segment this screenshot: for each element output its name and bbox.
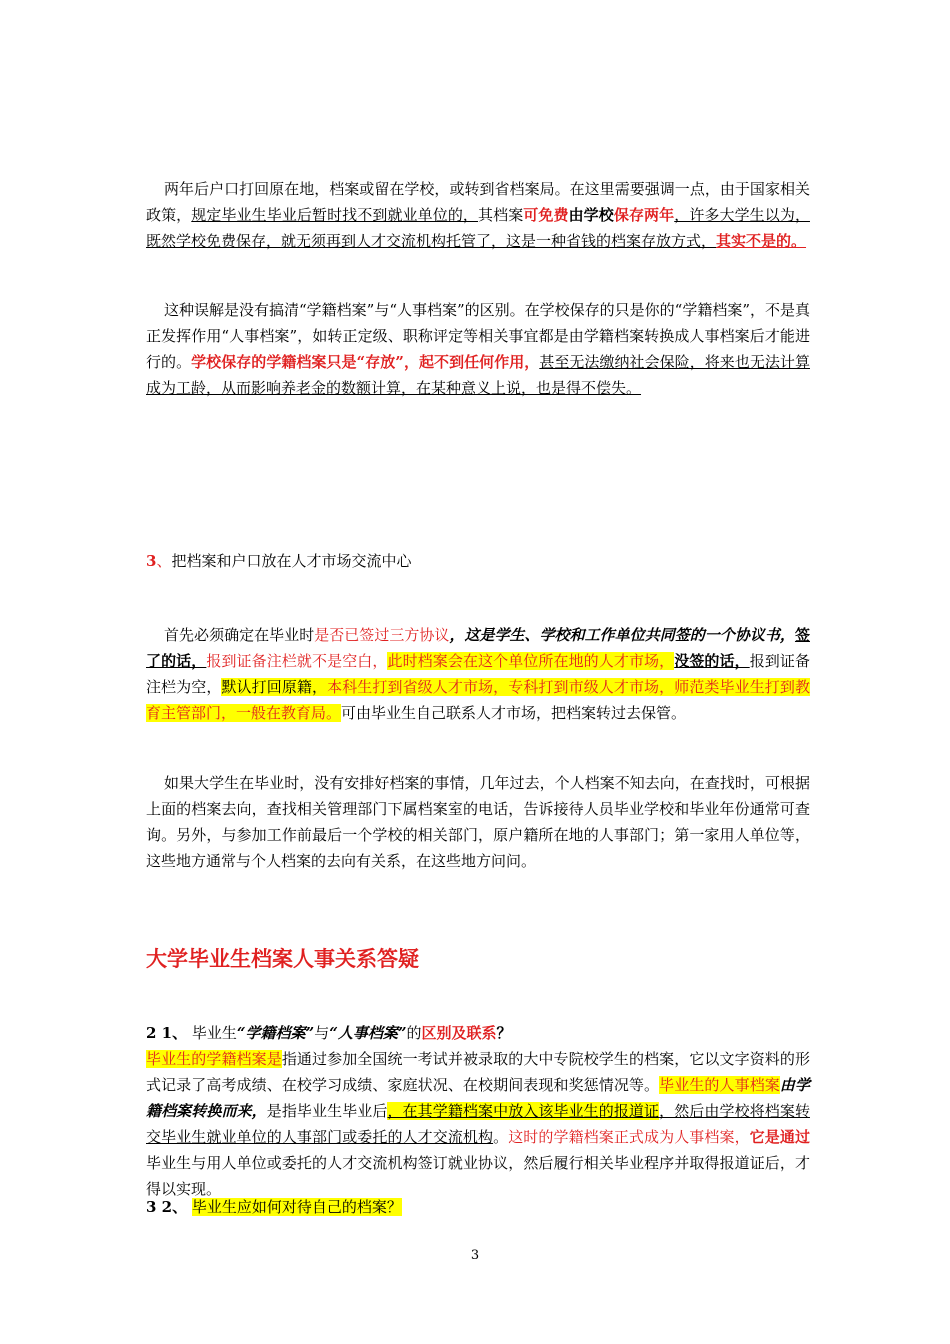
red-highlighted-run: 毕业生的人事档案 xyxy=(659,1076,780,1094)
red-bold-run: 学校保存的学籍档案只是“存放”，起不到任何作用， xyxy=(191,353,540,371)
question-number: 3 2 xyxy=(146,1198,173,1216)
text-run: ？ xyxy=(496,1024,512,1042)
page-number: 3 xyxy=(470,1248,480,1263)
question-1 xyxy=(146,1020,810,1046)
red-run: 这时的学籍档案正式成为人事档案， xyxy=(508,1128,750,1146)
highlighted-run: 默认打回原籍， xyxy=(221,678,328,696)
underlined-run: ，许多大学生以为，既然学校免费保存，就无须再到人才交流机构托管了，这是一种省钱的档案存放方式， xyxy=(146,206,810,250)
question-separator: 、 xyxy=(172,1198,188,1216)
text-run: 两年后户口打回原在地，档案或留在学校，或转到省档案局。在这里需要强调一点，由于国家相关政策， xyxy=(146,180,810,224)
red-highlighted-run: 毕业生的学籍档案是 xyxy=(146,1050,282,1068)
red-bold-run: 保存两年 xyxy=(613,206,675,224)
bold-underlined-run: 没签的话， xyxy=(674,652,750,670)
red-bold-run: 区别及联系 xyxy=(421,1024,497,1042)
text-run: 其档案 xyxy=(478,206,524,224)
question-separator: 、 xyxy=(172,1024,188,1042)
section-title: 把档案和户口放在人才市场交流中心 xyxy=(171,552,412,570)
text-run: 是指毕业生毕业后 xyxy=(266,1102,388,1120)
underlined-run: 规定毕业生毕业后暂时找不到就业单位的， xyxy=(191,206,479,224)
red-bold-run: 可免费 xyxy=(523,206,569,224)
section-3-title xyxy=(146,548,810,574)
bold-italic-run: “人事档案” xyxy=(329,1024,407,1042)
text-run: 毕业生 xyxy=(191,1024,237,1042)
red-run: 报到证备注栏就不是空白， xyxy=(206,652,388,670)
red-bold-underlined-run: 其实不是的。 xyxy=(716,232,807,250)
section-number: 3 xyxy=(146,552,157,570)
text-run: 指通过参加全国统一考试并被录取的大中专院校学生的档案，它以文字资料的形式记录了高考成绩、在校学习成绩、家庭状况、在校期间表现和奖惩情况等。 xyxy=(146,1050,810,1094)
paragraph-three-party-agreement xyxy=(146,622,810,726)
red-run: 是否已签过三方协议 xyxy=(314,626,450,644)
highlighted-run: 毕业生应如何对待自己的档案？ xyxy=(191,1198,402,1216)
question-2 xyxy=(146,1194,810,1220)
bold-italic-run: “学籍档案” xyxy=(236,1024,315,1042)
red-highlighted-run: 本科生打到省级人才市场，专科打到市级人才市场，师范类毕业生打到教育主管部门，一般在教育局。 xyxy=(146,678,810,722)
bold-underlined-run: 签了的话， xyxy=(146,626,810,670)
text-run: 首先必须确定在毕业时 xyxy=(164,626,315,644)
text-run: 。 xyxy=(493,1128,509,1146)
faq-heading: 大学毕业生档案人事关系答疑 xyxy=(146,947,419,971)
text-run: 如果大学生在毕业时，没有安排好档案的事情，几年过去，个人档案不知去向，在查找时，可根据上面的档案去向，查找相关管理部门下属档案室的电话，告诉接待人员毕业学校和毕业年份通常可查询。另外，与参加工作前最后一个学校的相关部门，原户籍所在地的人事部门；第一家用人单位等，这些地方通常与个人档案的去向有关系，在这些地方问问。 xyxy=(146,774,810,870)
paragraph-archive-return xyxy=(146,176,810,254)
underlined-highlighted-run: ，在其学籍档案中放入该毕业生的报道证 xyxy=(387,1102,660,1120)
red-bold-run: 它是通过 xyxy=(749,1128,810,1146)
underlined-run: ，然后由学校将档案转交毕业生就业单位的人事部门或委托的人才交流机构 xyxy=(146,1102,810,1146)
question-number: 2 1 xyxy=(146,1024,173,1042)
text-run: 与 xyxy=(314,1024,330,1042)
bold-italic-run: 由学籍档案转换而来， xyxy=(146,1076,810,1120)
paragraph-misunderstanding xyxy=(146,297,810,401)
red-highlighted-run: 此时档案会在这个单位所在地的人才市场， xyxy=(387,652,675,670)
answer-1 xyxy=(146,1046,810,1202)
text-run: 报到证备注栏为空， xyxy=(146,652,810,696)
text-run: 毕业生与用人单位或委托的人才交流机构签订就业协议，然后履行相关毕业程序并取得报道证后，才得以实现。 xyxy=(146,1154,810,1198)
text-run: 这种误解是没有搞清“学籍档案”与“人事档案”的区别。在学校保存的只是你的“学籍档案”，不是真正发挥作用“人事档案”，如转正定级、职称评定等相关事宜都是由学籍档案转换成人事档案后才能进行的。 xyxy=(146,301,811,371)
underlined-run: 甚至无法缴纳社会保险，将来也无法计算成为工龄，从而影响养老金的数额计算，在某种意义上说，也是得不偿失。 xyxy=(146,353,810,397)
bold-italic-run: ，这是学生、学校和工作单位共同签的一个协议书， xyxy=(449,626,795,644)
section-separator: 、 xyxy=(156,552,172,570)
bold-run: 由学校 xyxy=(568,206,614,224)
text-run: 的 xyxy=(406,1024,422,1042)
text-run: 可由毕业生自己联系人才市场，把档案转过去保管。 xyxy=(341,704,687,722)
paragraph-lost-archive xyxy=(146,770,810,874)
